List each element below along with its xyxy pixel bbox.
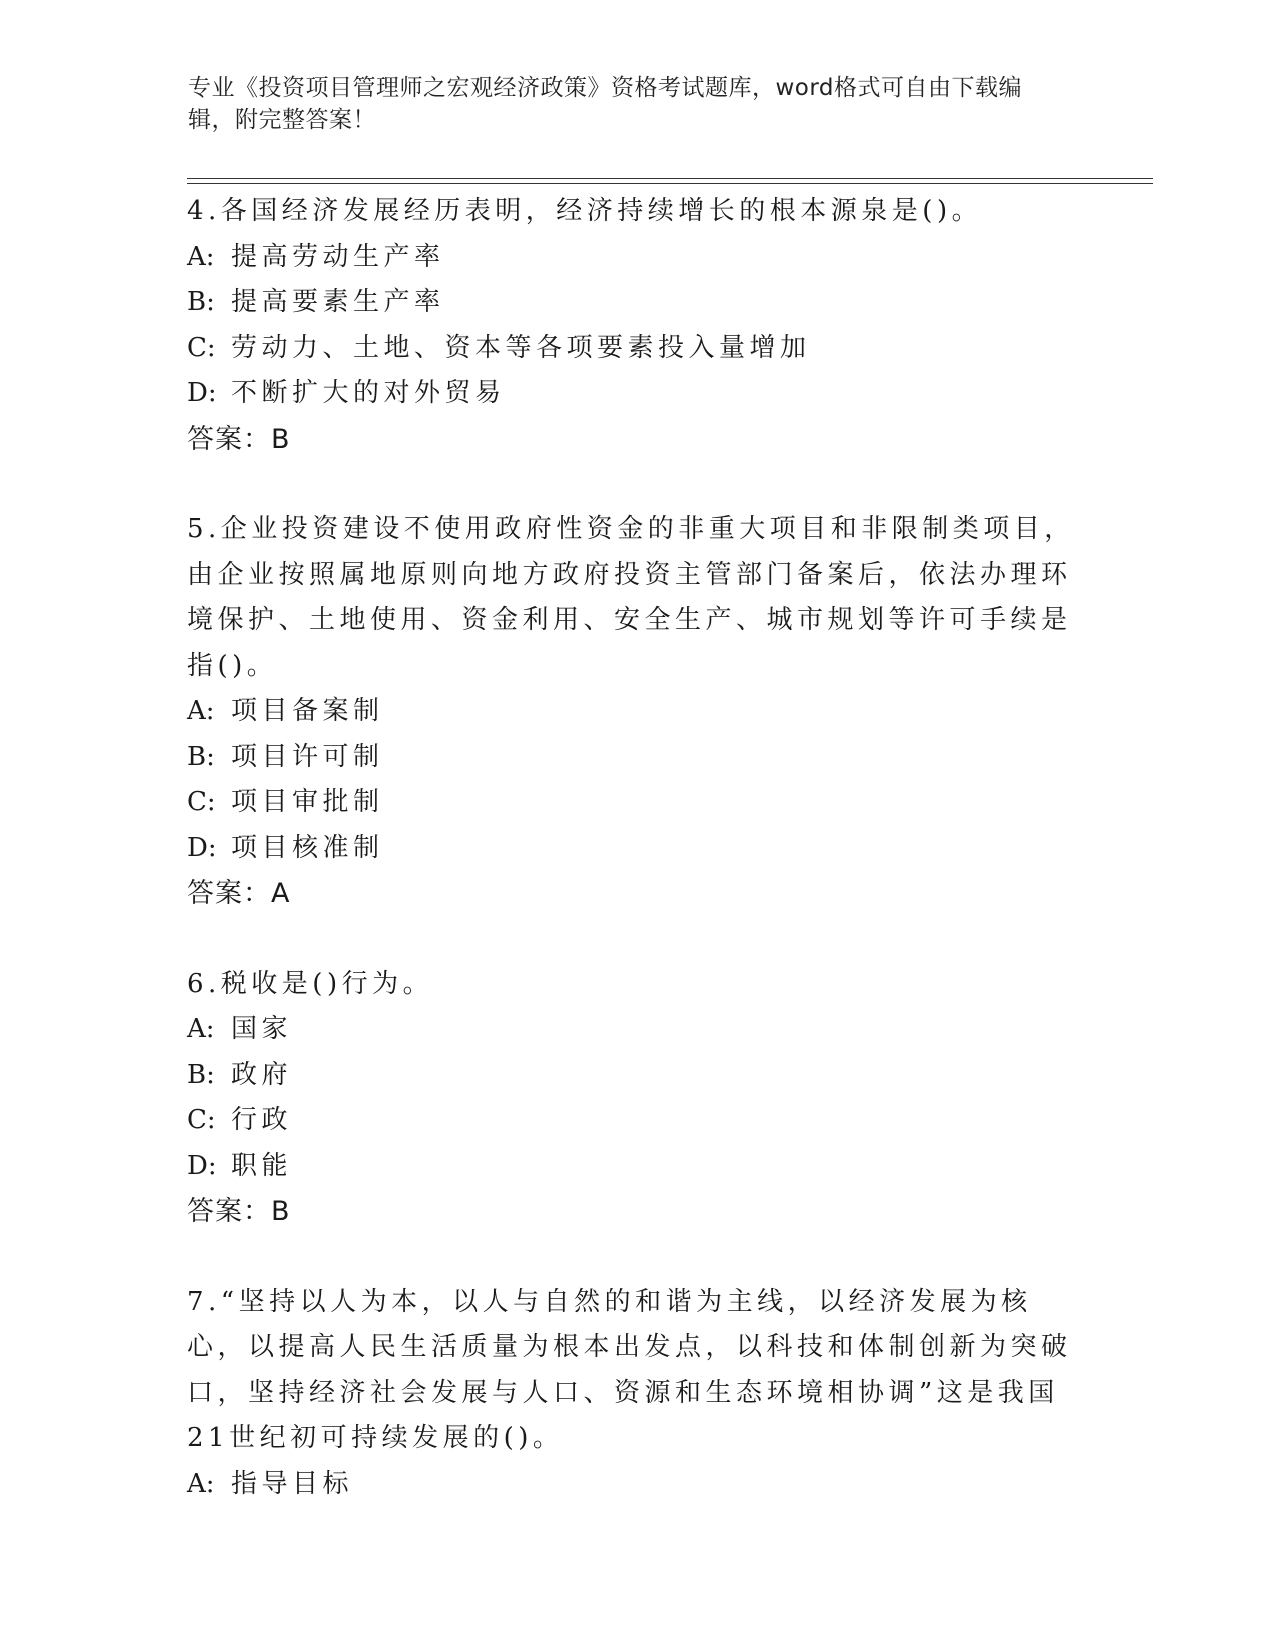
option-text: 提高要素生产率 [231, 287, 445, 317]
option-text: 政府 [231, 1059, 293, 1090]
question-4 [187, 189, 1087, 462]
option-text: 劳动力、土地、资本等各项要素投入量增加 [231, 332, 811, 363]
answer-line: 答案：B [187, 423, 291, 455]
option-key: A: [187, 1014, 215, 1044]
option-text: 项目许可制 [231, 741, 384, 772]
option-key: A: [187, 696, 215, 726]
option-text: 国家 [231, 1014, 293, 1044]
option-key: B: [187, 741, 215, 772]
header-rule-bottom [187, 183, 1153, 184]
option-text: 行政 [231, 1105, 293, 1135]
option-b [187, 1053, 1087, 1099]
option-key: C: [187, 1105, 216, 1135]
question-5 [187, 507, 1087, 917]
option-text: 项目备案制 [231, 696, 384, 726]
question-stem: 6.税收是()行为。 [187, 968, 434, 999]
option-c [187, 780, 1087, 826]
option-d [187, 826, 1087, 872]
option-c [187, 1098, 1087, 1144]
spacer [187, 917, 1087, 962]
option-key: A: [187, 1468, 215, 1499]
option-key: D: [187, 832, 217, 863]
option-key: A: [187, 241, 215, 272]
option-c [187, 326, 1087, 372]
option-key: C: [187, 332, 216, 363]
option-text: 项目核准制 [231, 832, 384, 863]
question-list [187, 189, 1087, 1507]
option-text: 指导目标 [231, 1468, 354, 1499]
option-d [187, 371, 1087, 417]
question-stem: 5.企业投资建设不使用政府性资金的非重大项目和非限制类项目，由企业按照属地原则向地方政府投资主管部门备案后，依法办理环境保护、土地使用、资金利用、安全生产、城市规划等许可手续是指()。 [187, 514, 1075, 681]
option-text: 不断扩大的对外贸易 [231, 378, 506, 408]
option-key: C: [187, 787, 216, 817]
option-a [187, 235, 1087, 281]
option-b [187, 280, 1087, 326]
question-6 [187, 962, 1087, 1235]
question-7 [187, 1280, 1087, 1508]
question-stem: 7.“坚持以人为本，以人与自然的和谐为主线，以经济发展为核心，以提高人民生活质量为根本出发点，以科技和体制创新为突破口，坚持经济社会发展与人口、资源和生态环境相协调”这是我国21世纪初可持续发展的()。 [187, 1286, 1072, 1453]
answer-line: 答案：B [187, 1196, 291, 1227]
option-key: B: [187, 1059, 215, 1090]
spacer [187, 1235, 1087, 1280]
option-a [187, 689, 1087, 735]
option-text: 职能 [231, 1150, 293, 1181]
option-text: 项目审批制 [231, 787, 384, 817]
option-d [187, 1144, 1087, 1190]
header-rule-top [187, 178, 1153, 179]
option-text: 提高劳动生产率 [231, 241, 445, 272]
option-a [187, 1007, 1087, 1053]
document-header: 专业《投资项目管理师之宏观经济政策》资格考试题库，word格式可自由下载编辑，附完整答案！ [188, 75, 1023, 133]
option-a [187, 1462, 1087, 1508]
option-key: D: [187, 1150, 217, 1181]
question-stem: 4.各国经济发展经历表明，经济持续增长的根本源泉是()。 [187, 196, 983, 226]
option-b [187, 735, 1087, 781]
spacer [187, 462, 1087, 507]
answer-line: 答案：A [187, 878, 291, 909]
option-key: D: [187, 378, 217, 408]
option-key: B: [187, 287, 215, 317]
